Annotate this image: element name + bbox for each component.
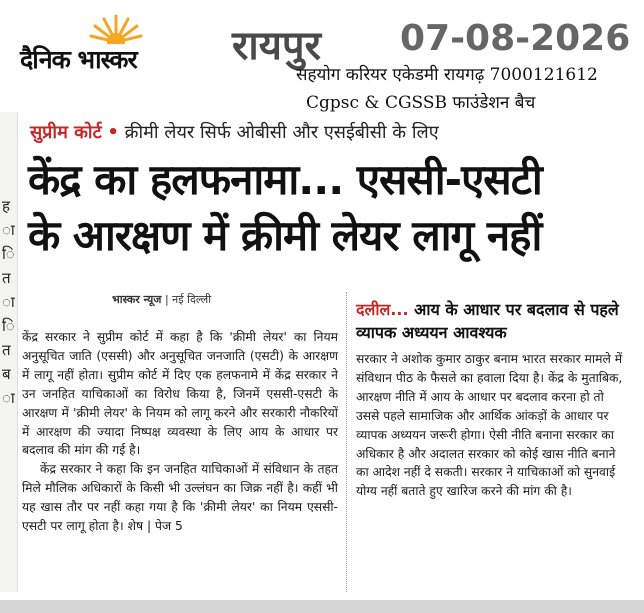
watermark-line-2: Cgpsc & CGSSB फाउंडेशन बैच [306, 93, 536, 113]
column-divider [346, 292, 347, 592]
masthead [0, 0, 644, 112]
sidebar-heading-label: दलील... [356, 300, 409, 319]
edge-char: ि [2, 317, 15, 335]
headline-line-2: के आरक्षण में क्रीमी लेयर लागू नहीं [28, 211, 542, 260]
byline-place: नई दिल्ली [172, 293, 212, 306]
article-headline [28, 152, 628, 264]
byline-agency: भास्कर न्यूज [112, 293, 162, 306]
edge-char: त [2, 341, 11, 359]
kicker-separator: • [107, 122, 119, 143]
headline-line-1: केंद्र का हलफनामा... एससी-एसटी [28, 155, 542, 204]
adjacent-column-edge [0, 112, 18, 592]
bottom-edge [0, 600, 644, 613]
edition-date: 07-08-2026 [400, 18, 631, 59]
newspaper-logo [20, 14, 200, 84]
sidebar-heading [356, 298, 626, 344]
edition-city: रायपुर [232, 23, 321, 69]
kicker-text: क्रीमी लेयर सिर्फ ओबीसी और एसईबीसी के लिए [124, 122, 439, 143]
body-paragraph: केंद्र सरकार ने सुप्रीम कोर्ट में कहा है कि 'क्रीमी लेयर' का नियम अनुसूचित जाति (एससी) और अनुसूचित जनजाति (एसटी) के आरक्षण में लागू नहीं होता। सुप्रीम कोर्ट में दिए एक हलफनामे में केंद्र सरकार ने उन जनहित याचिकाओं का विरोध किया है, जिनमें एससी-एसटी के आरक्षण में 'क्रीमी लेयर' के नियम को लागू करने और सरकारी नौकरियों में आरक्षण की ज्यादा निष्पक्ष व्यवस्था के लिए आय के आधार पर बदलाव की मांग की गई है। [22, 330, 338, 458]
edge-char: ा [2, 293, 15, 311]
edge-char: ा [2, 221, 15, 239]
edge-char: त [2, 269, 11, 287]
article-sidebar [356, 298, 626, 501]
edge-char: ा [2, 389, 15, 407]
sidebar-heading-text: आय के आधार पर बदलाव से पहले व्यापक अध्ययन आवश्यक [356, 300, 619, 342]
body-paragraph: केंद्र सरकार ने कहा कि इन जनहित याचिकाओं में संविधान के तहत मिले मौलिक अधिकारों के किसी भी उल्लंघन का जिक्र नहीं है। कहीं भी यह खास तौर पर नहीं कहा गया है कि 'क्रीमी लेयर' का नियम एससी-एसटी पर लागू होता है। शेष | पेज 5 [22, 462, 338, 534]
sidebar-paragraph: सरकार ने अशोक कुमार ठाकुर बनाम भारत सरकार मामले में संविधान पीठ के फैसले का हवाला दिया है। केंद्र के मुताबिक, आरक्षण नीति में आय के आधार पर बदलाव करना हो तो उससे पहले सामाजिक और आर्थिक आंकड़ों के आधार पर व्यापक अध्ययन जरूरी होगा। ऐसी नीति बनाना सरकार का अधिकार है और अदालत सरकार को कोई खास नीति बनाने का आदेश नहीं दे सकती। सरकार ने याचिकाओं को सुनवाई योग्य नहीं बताते हुए खारिज करने की मांग की है। [356, 352, 623, 499]
article-body-left [22, 328, 338, 536]
watermark-line-1: सहयोग करियर एकेडमी रायगढ़ 7000121612 [296, 65, 598, 85]
byline-separator: | [164, 293, 169, 306]
sun-logo-icon [88, 14, 144, 44]
kicker-label: सुप्रीम कोर्ट [30, 122, 102, 143]
edge-char: ह [2, 197, 10, 215]
byline [112, 292, 211, 307]
edge-char: ब [2, 365, 11, 383]
edge-char: ि [2, 245, 15, 263]
logo-text: दैनिक भास्कर [20, 45, 137, 74]
article-kicker [30, 120, 439, 144]
